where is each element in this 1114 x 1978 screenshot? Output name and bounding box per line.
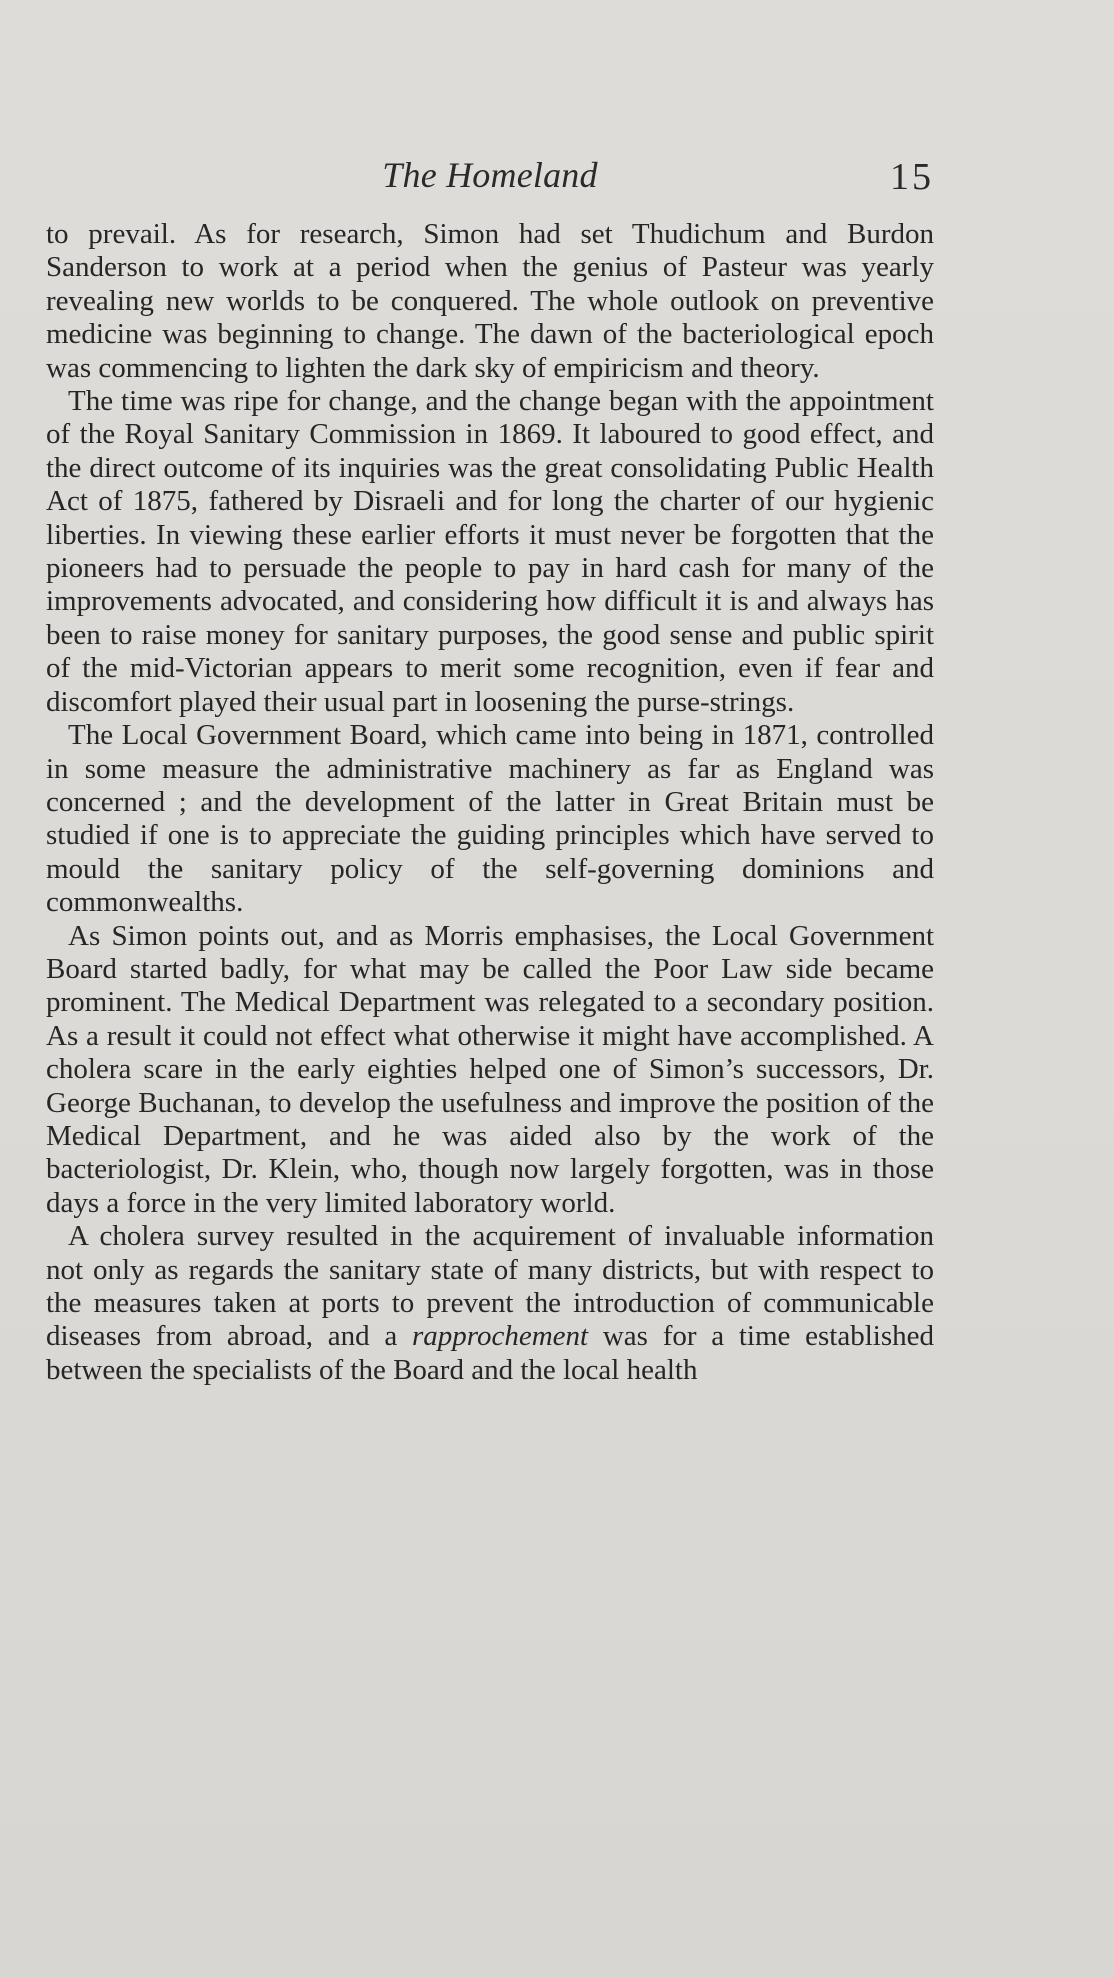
paragraph-4: As Simon points out, and as Morris emphasises, the Local Government Board started badly, for what may be called the Poor Law side became prominent. The Medical Department was relegated to a secondary position. As a result it could not effect what otherwise it might have accomplished. A cholera scare in the early eighties helped one of Simon’s successors, Dr. George Buchanan, to develop the usefulness and improve the position of the Medical Department, and he was aided also by the work of the bacteriologist, Dr. Klein, who, though now largely forgotten, was in those days a force in the very limited laboratory world. xyxy=(46,919,934,1219)
running-title: The Homeland xyxy=(382,155,598,195)
paragraph-3: The Local Government Board, which came into being in 1871, controlled in some measure the administrative machinery as far as England was concerned ; and the development of the latter in Great Britain must be studied if one is to appreciate the guiding principles which have served to mould the sanitary policy of the self-governing dominions and commonwealths. xyxy=(46,719,934,919)
running-head xyxy=(46,152,934,198)
paragraph-5-text-after: was for a time established between the specialists of the Board and the local health xyxy=(46,1320,935,1386)
paragraph-2: The time was ripe for change, and the change began with the appointment of the Royal Sanitary Commission in 1869. It laboured to good effect, and the direct outcome of its inquiries was the great consolidating Public Health Act of 1875, fathered by Disraeli and for long the charter of our hygienic liberties. In viewing these earlier efforts it must never be forgotten that the pioneers had to persuade the people to pay in hard cash for many of the improvements advocated, and considering how difficult it is and always has been to raise money for sanitary purposes, the good sense and public spirit of the mid-Victorian appears to merit some recognition, even if fear and discomfort played their usual part in loosening the purse-strings. xyxy=(46,385,934,718)
paragraph-1: to prevail. As for research, Simon had set Thudichum and Burdon Sanderson to work at a period when the genius of Pasteur was yearly revealing new worlds to be conquered. The whole outlook on preventive medicine was beginning to change. The dawn of the bacteriological epoch was commencing to lighten the dark sky of empiricism and theory. xyxy=(46,218,934,384)
paragraph-5-text-before: A cholera survey resulted in the acquirement of invaluable information not only as regards the sanitary state of many districts, but with respect to the measures taken at ports to prevent the introduction of communicable diseases from abroad, and a xyxy=(46,1220,934,1353)
paragraph-5 xyxy=(46,1220,934,1387)
body-text xyxy=(46,218,934,1387)
paragraph-5-italic-term: rapprochement xyxy=(412,1320,589,1353)
page-number: 15 xyxy=(890,156,934,198)
